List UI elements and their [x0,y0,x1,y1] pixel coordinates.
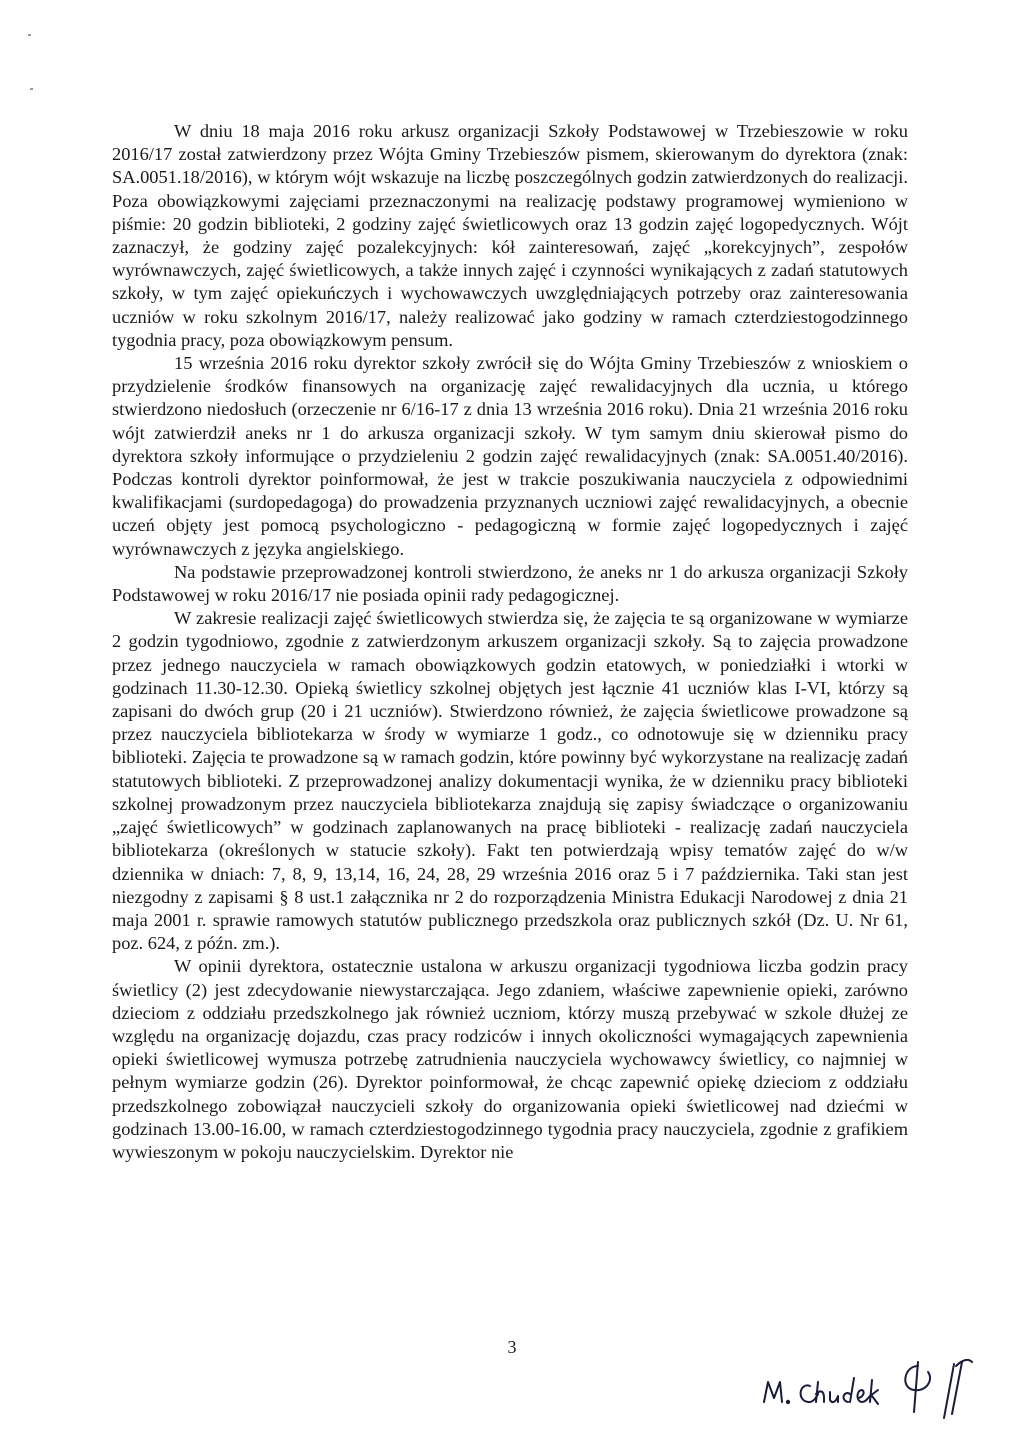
paragraph-5: W opinii dyrektora, ostatecznie ustalona w arkuszu organizacji tygodniowa liczba godzin pracy świetlicy (2) jest zdecydowanie niewystarczająca. Jego zdaniem, właściwe zapewnienie opieki, zarówno dzieciom z oddziału przedszkolnego jak również uczniom, którzy muszą przebywać w szkole dłużej ze względu na organizację dojazdu, czas pracy rodziców i innych okoliczności wymagających zapewnienia opieki świetlicowej wymusza potrzebę zatrudnienia nauczyciela wychowawcy świetlicy, co najmniej w pełnym wymiarze godzin (26). Dyrektor poinformował, że chcąc zapewnić opiekę dzieciom z oddziału przedszkolnego zobowiązał nauczycieli szkoły do organizowania opieki świetlicowej nad dziećmi w godzinach 13.00-16.00, w ramach czterdziestogodzinnego tygodnia pracy nauczyciela, zgodnie z grafikiem wywieszonym w pokoju nauczycielskim. Dyrektor nie [112,956,908,1162]
paragraph-2: 15 września 2016 roku dyrektor szkoły zwrócił się do Wójta Gminy Trzebieszów z wnioskiem o przydzielenie środków finansowych na organizację zajęć rewalidacyjnych dla ucznia, u którego stwierdzono niedosłuch (orzeczenie nr 6/16-17 z dnia 13 września 2016 roku). Dnia 21 września 2016 roku wójt zatwierdził aneks nr 1 do arkusza organizacji szkoły. W tym samym dniu skierował pismo do dyrektora szkoły informujące o przydzieleniu 2 godzin zajęć rewalidacyjnych (znak: SA.0051.40/2016). Podczas kontroli dyrektor poinformował, że jest w trakcie poszukiwania nauczyciela z odpowiednimi kwalifikacjami (surdopedagoga) do prowadzenia przyznanych uczniowi zajęć rewalidacyjnych, a obecnie uczeń objęty jest pomocą psychologiczno - pedagogiczną w formie zajęć logopedycznych i zajęć wyrównawczych z języka angielskiego. [112,353,908,559]
paragraph-1: W dniu 18 maja 2016 roku arkusz organizacji Szkoły Podstawowej w Trzebieszowie w roku 2016/17 został zatwierdzony przez Wójta Gminy Trzebieszów pismem, skierowanym do dyrektora (znak: SA.0051.18/2016), w którym wójt wskazuje na liczbę poszczególnych godzin zatwierdzonych do realizacji. Poza obowiązkowymi zajęciami przeznaczonymi na realizację podstawy programowej wymieniono w piśmie: 20 godzin biblioteki, 2 godziny zajęć świetlicowych oraz 13 godzin zajęć logopedycznych. Wójt zaznaczył, że godziny zajęć pozalekcyjnych: kół zainteresowań, zajęć „korekcyjnych”, zespołów wyrównawczych, zajęć świetlicowych, a także innych zajęć i czynności wynikających z zadań statutowych szkoły, w tym zajęć opiekuńczych i wychowawczych uwzględniających potrzeby oraz zainteresowania uczniów w roku szkolnym 2016/17, należy realizować jako godziny w ramach czterdziestogodzinnego tygodnia pracy, poza obowiązkowym pensum. [112,121,908,350]
document-body [112,120,908,1164]
scan-speck [28,34,31,36]
paragraph-4: W zakresie realizacji zajęć świetlicowych stwierdza się, że zajęcia te są organizowane w wymiarze 2 godzin tygodniowo, zgodnie z zatwierdzonym arkuszem organizacji szkoły. Są to zajęcia prowadzone przez jednego nauczyciela w ramach obowiązkowych godzin etatowych, w poniedziałki i wtorki w godzinach 11.30-12.30. Opieką świetlicy szkolnej objętych jest łącznie 41 uczniów klas I-VI, którzy są zapisani do dwóch grup (20 i 21 uczniów). Stwierdzono również, że zajęcia świetlicowe prowadzone są przez nauczyciela bibliotekarza w środy w wymiarze 1 godz., co odnotowuje się w dzienniku pracy biblioteki. Zajęcia te prowadzone są w ramach godzin, które powinny być wykorzystane na realizację zadań statutowych biblioteki. Z przeprowadzonej analizy dokumentacji wynika, że w dzienniku pracy biblioteki szkolnej prowadzonym przez nauczyciela bibliotekarza znajdują się zapisy świadczące o organizowaniu „zajęć świetlicowych” w godzinach zaplanowanych na pracę biblioteki - realizację zadań nauczyciela bibliotekarza (określonych w statucie szkoły). Fakt ten potwierdzają wpisy tematów zajęć do w/w dziennika w dniach: 7, 8, 9, 13,14, 16, 24, 28, 29 września 2016 oraz 5 i 7 października. Taki stan jest niezgodny z zapisami § 8 ust.1 załącznika nr 2 do rozporządzenia Ministra Edukacji Narodowej z dnia 21 maja 2001 r. sprawie ramowych statutów publicznego przedszkola oraz publicznych szkół (Dz. U. Nr 61, poz. 624, z późn. zm.). [112,608,908,954]
paragraph-3: Na podstawie przeprowadzonej kontroli stwierdzono, że aneks nr 1 do arkusza organizacji Szkoły Podstawowej w roku 2016/17 nie posiada opinii rady pedagogicznej. [112,561,908,606]
scan-speck [30,88,33,90]
handwritten-signature [758,1352,994,1424]
page-number: 3 [507,1337,517,1357]
